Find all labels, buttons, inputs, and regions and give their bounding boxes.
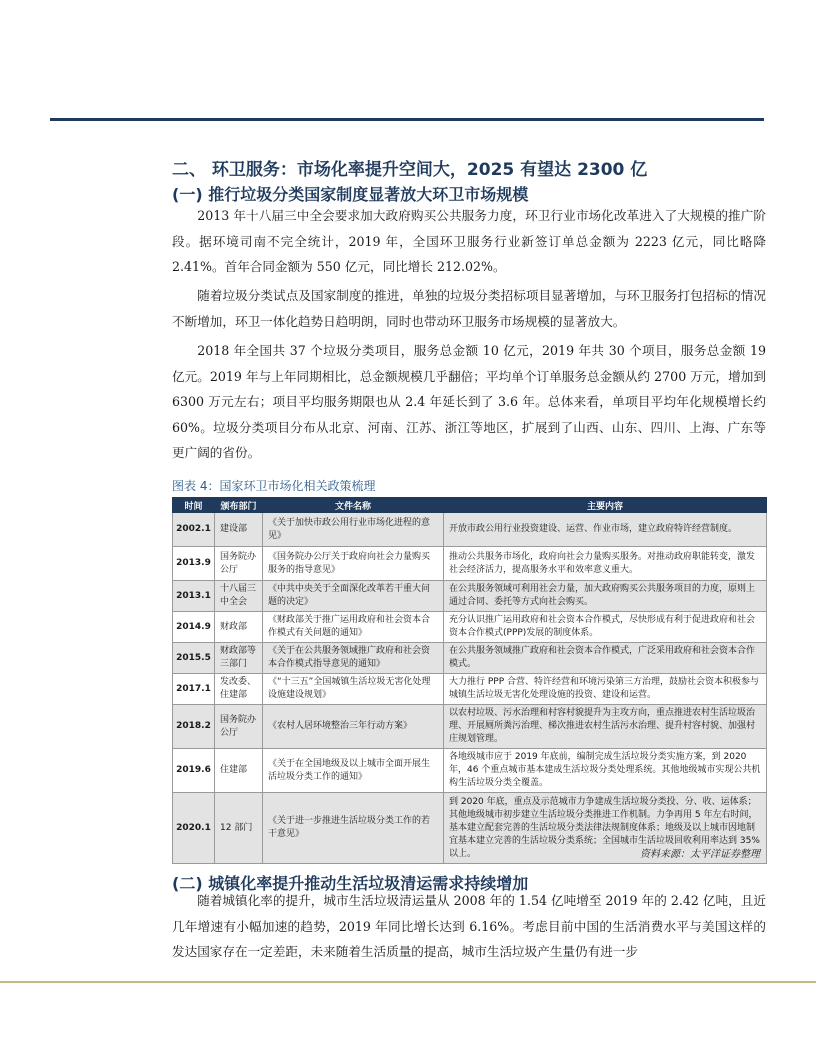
cell-content: 到 2020 年底，重点及示范城市力争建成生活垃圾分类投、分、收、运体系；其他地级城市初步建立生活垃圾分类推进工作机制。力争再用 5 年左右时间，基本建立配套完善的生活垃圾分类法律法规制度体系；地级及以上城市因地制宜基本建立完善的生活垃圾分类系统；全国城市生活垃圾回收利用率达到 35%以上。 xyxy=(444,793,767,864)
cell-dept: 财政部 xyxy=(215,612,263,643)
cell-dept: 12 部门 xyxy=(215,793,263,864)
cell-dept: 建设部 xyxy=(215,513,263,547)
cell-date: 2017.1 xyxy=(173,674,215,705)
table-header-row xyxy=(173,498,767,513)
column-header: 主要内容 xyxy=(444,498,767,513)
cell-dept: 财政部等三部门 xyxy=(215,643,263,674)
cell-date: 2015.5 xyxy=(173,643,215,674)
cell-date: 2013.1 xyxy=(173,581,215,612)
cell-date: 2002.1 xyxy=(173,513,215,547)
body-paragraph: 随着垃圾分类试点及国家制度的推进，单独的垃圾分类招标项目显著增加，与环卫服务打包招标的情况不断增加，环卫一体化趋势日趋明朗，同时也带动环卫服务市场规模的显著放大。 xyxy=(172,288,766,329)
chapter-heading: 二、 环卫服务：市场化率提升空间大，2025 有望达 2300 亿 xyxy=(172,160,648,180)
cell-document: 《中共中央关于全面深化改革若干重大问题的决定》 xyxy=(263,581,444,612)
table-row xyxy=(173,547,767,581)
body-paragraph: 2018 年全国共 37 个垃圾分类项目，服务总金额 10 亿元，2019 年共 30 个项目，服务总金额 19 亿元。2019 年与上年同期相比，总金额规模几乎翻倍；平均单个订单服务总金额从约 2700 万元，增加到 6300 万元左右；项目平均服务期限也从 2.4 年延长到了 3.6 年。总体来看，单项目平均年化规模增长约 60%。垃圾分类项目分布从北京、河南、江苏、浙江等地区，扩展到了山西、山东、四川、上海、广东等更广阔的省份。 xyxy=(172,343,766,460)
cell-document: 《国务院办公厅关于政府向社会力量购买服务的指导意见》 xyxy=(263,547,444,581)
table-row xyxy=(173,674,767,705)
cell-dept: 国务院办公厅 xyxy=(215,547,263,581)
cell-content: 各地级城市应于 2019 年底前，编制完成生活垃圾分类实施方案，到 2020 年，46 个重点城市基本建成生活垃圾分类处理系统。其他地级城市实现公共机构生活垃圾分类全覆盖。 xyxy=(444,749,767,793)
cell-dept: 发改委、住建部 xyxy=(215,674,263,705)
cell-content: 以农村垃圾、污水治理和村容村貌提升为主攻方向，重点推进农村生活垃圾治理、开展厕所粪污治理、梯次推进农村生活污水治理、提升村容村貌、加强村庄规划管理。 xyxy=(444,705,767,749)
section-heading-2: (二) 城镇化率提升推动生活垃圾清运需求持续增加 xyxy=(172,874,529,893)
table-row xyxy=(173,513,767,547)
table-row xyxy=(173,705,767,749)
cell-date: 2018.2 xyxy=(173,705,215,749)
cell-date: 2020.1 xyxy=(173,793,215,864)
body-paragraph: 随着城镇化率的提升，城市生活垃圾清运量从 2008 年的 1.54 亿吨增至 2019 年的 2.42 亿吨，且近几年增速有小幅加速的趋势，2019 年同比增长达到 6.16%。考虑目前中国的生活消费水平与美国这样的发达国家存在一定差距，未来随着生活质量的提高，城市生活垃圾产生量仍有进一步 xyxy=(172,893,766,959)
cell-date: 2014.9 xyxy=(173,612,215,643)
figure-source: 资料来源：太平洋证券整理 xyxy=(640,849,760,860)
cell-document: 《关于进一步推进生活垃圾分类工作的若干意见》 xyxy=(263,793,444,864)
cell-content: 开放市政公用行业投资建设、运营、作业市场，建立政府特许经营制度。 xyxy=(444,513,767,547)
column-header: 时间 xyxy=(173,498,215,513)
cell-document: 《农村人居环境整治三年行动方案》 xyxy=(263,705,444,749)
header-rule xyxy=(50,118,764,121)
body-paragraph: 2013 年十八届三中全会要求加大政府购买公共服务力度，环卫行业市场化改革进入了大规模的推广阶段。据环境司南不完全统计，2019 年，全国环卫服务行业新签订单总金额为 2223 亿元，同比略降 2.41%。首年合同金额为 550 亿元，同比增长 212.02%。 xyxy=(172,208,766,274)
cell-content: 充分认识推广运用政府和社会资本合作模式，尽快形成有利于促进政府和社会资本合作模式(PPP)发展的制度体系。 xyxy=(444,612,767,643)
cell-content: 在公共服务领域推广政府和社会资本合作模式，广泛采用政府和社会资本合作模式。 xyxy=(444,643,767,674)
table-row xyxy=(173,612,767,643)
table-row xyxy=(173,643,767,674)
section-heading-1: (一) 推行垃圾分类国家制度显著放大环卫市场规模 xyxy=(172,185,529,204)
cell-date: 2013.9 xyxy=(173,547,215,581)
cell-document: 《“十三五”全国城镇生活垃圾无害化处理设施建设规划》 xyxy=(263,674,444,705)
policy-table xyxy=(172,497,767,864)
cell-content: 在公共服务领域可利用社会力量，加大政府购买公共服务项目的力度，原则上通过合同、委托等方式向社会购买。 xyxy=(444,581,767,612)
cell-content: 大力推行 PPP 合营、特许经营和环境污染第三方治理，鼓励社会资本积极参与城镇生活垃圾无害化处理设施的投资、建设和运营。 xyxy=(444,674,767,705)
cell-dept: 住建部 xyxy=(215,749,263,793)
column-header: 颁布部门 xyxy=(215,498,263,513)
cell-document: 《关于在全国地级及以上城市全面开展生活垃圾分类工作的通知》 xyxy=(263,749,444,793)
column-header: 文件名称 xyxy=(263,498,444,513)
table-row xyxy=(173,581,767,612)
figure-caption: 图表 4：国家环卫市场化相关政策梳理 xyxy=(172,479,376,493)
cell-document: 《关于加快市政公用行业市场化进程的意见》 xyxy=(263,513,444,547)
table-row xyxy=(173,749,767,793)
cell-date: 2019.6 xyxy=(173,749,215,793)
cell-document: 《关于在公共服务领域推广政府和社会资本合作模式指导意见的通知》 xyxy=(263,643,444,674)
cell-dept: 国务院办公厅 xyxy=(215,705,263,749)
footer-rule xyxy=(0,981,816,983)
cell-document: 《财政部关于推广运用政府和社会资本合作模式有关问题的通知》 xyxy=(263,612,444,643)
cell-content: 推动公共服务市场化，政府向社会力量购买服务。对推动政府职能转变，激发社会经济活力，提高服务水平和效率意义重大。 xyxy=(444,547,767,581)
cell-dept: 十八届三中全会 xyxy=(215,581,263,612)
